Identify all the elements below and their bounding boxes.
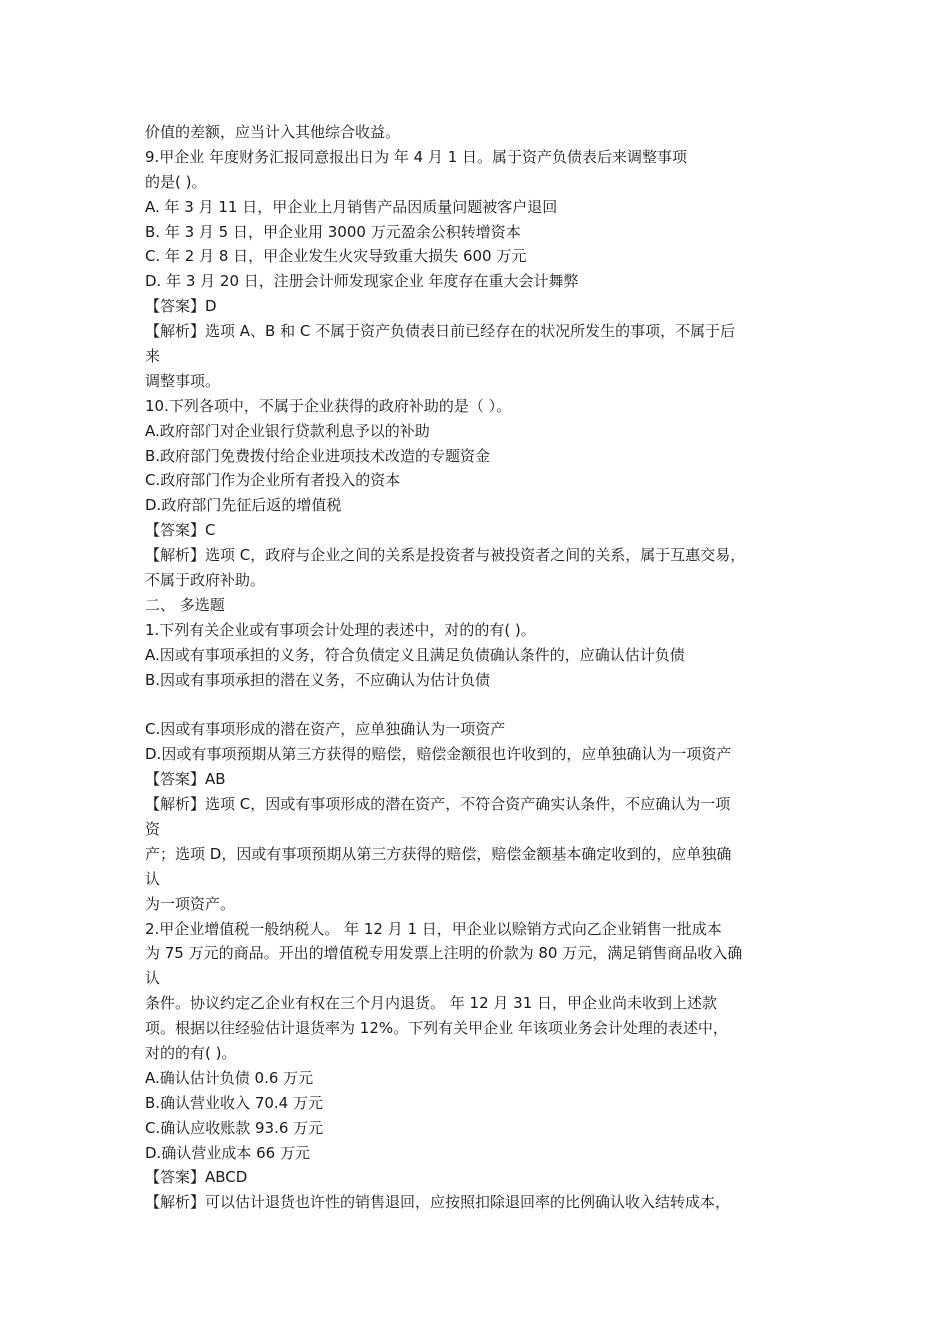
multi-question-2-stem-cont: 为 75 万元的商品。开出的增值税专用发票上注明的价款为 80 万元，满足销售商品收入确 — [145, 944, 743, 963]
section-heading: 二、 多选题 — [145, 595, 225, 614]
text-line: 价值的差额，应当计入其他综合收益。 — [145, 123, 401, 141]
multi-question-1-option-d: D.因或有事项预期从第三方获得的赔偿，赔偿金额很也许收到的，应单独确认为一项资产 — [145, 745, 732, 764]
question-9-option-a: A. 年 3 月 11 日，甲企业上月销售产品因质量问题被客户退回 — [145, 197, 558, 216]
multi-question-2-analysis: 【解析】可以估计退货也许性的销售退回，应按照扣除退回率的比例确认收入结转成本， — [145, 1193, 731, 1212]
multi-question-2-stem-cont: 项。根据以往经验估计退货率为 12%。下列有关甲企业 年该项业务会计处理的表述中， — [145, 1019, 728, 1038]
multi-question-2-stem: 2.甲企业增值税一般纳税人。 年 12 月 1 日，甲企业以赊销方式向乙企业销售一批成本 — [145, 919, 722, 938]
question-10-option-a: A.政府部门对企业银行贷款利息予以的补助 — [145, 421, 430, 440]
question-10-option-b: B.政府部门免费拨付给企业进项技术改造的专题资金 — [145, 446, 491, 465]
question-10-analysis-cont: 不属于政府补助。 — [145, 571, 266, 590]
multi-question-2-option-a: A.确认估计负债 0.6 万元 — [145, 1068, 314, 1087]
multi-question-1-stem: 1.下列有关企业或有事项会计处理的表述中，对的的有( )。 — [145, 620, 536, 639]
question-10-option-d: D.政府部门先征后返的增值税 — [145, 496, 342, 515]
multi-question-2-stem-cont: 条件。协议约定乙企业有权在三个月内退货。 年 12 月 31 日，甲企业尚未收到上述款 — [145, 994, 718, 1013]
question-9-stem: 9.甲企业 年度财务汇报同意报出日为 年 4 月 1 日。属于资产负债表后来调整事项 — [145, 147, 688, 166]
multi-question-2-option-c: C.确认应收账款 93.6 万元 — [145, 1118, 324, 1137]
question-10-answer: 【答案】C — [145, 521, 216, 540]
multi-question-2-option-b: B.确认营业收入 70.4 万元 — [145, 1093, 323, 1112]
question-10-analysis: 【解析】选项 C，政府与企业之间的关系是投资者与被投资者之间的关系，属于互惠交易， — [145, 546, 746, 565]
multi-question-1-analysis-cont: 为一项资产。 — [145, 894, 236, 913]
multi-question-2-stem-cont: 认 — [145, 969, 161, 988]
question-9-analysis-cont: 调整事项。 — [145, 371, 221, 390]
question-10-option-c: C.政府部门作为企业所有者投入的资本 — [145, 471, 401, 490]
question-9-answer: 【答案】D — [145, 297, 217, 316]
multi-question-1-analysis-cont: 产；选项 D，因或有事项预期从第三方获得的赔偿，赔偿金额基本确定收到的，应单独确 — [145, 844, 732, 863]
multi-question-1-analysis-cont: 资 — [145, 819, 161, 838]
multi-question-1-analysis-cont: 认 — [145, 869, 161, 888]
multi-question-1-option-a: A.因或有事项承担的义务，符合负债定义且满足负债确认条件的，应确认估计负债 — [145, 645, 685, 664]
question-9-analysis-cont: 来 — [145, 347, 161, 366]
multi-question-1-option-b: B.因或有事项承担的潜在义务，不应确认为估计负债 — [145, 670, 491, 689]
question-9-option-c: C. 年 2 月 8 日，甲企业发生火灾导致重大损失 600 万元 — [145, 247, 527, 266]
question-9-analysis: 【解析】选项 A、B 和 C 不属于资产负债表日前已经存在的状况所发生的事项，不属于后 — [145, 322, 736, 341]
multi-question-1-option-c: C.因或有事项形成的潜在资产，应单独确认为一项资产 — [145, 720, 506, 739]
multi-question-2-stem-cont: 对的的有( )。 — [145, 1043, 237, 1062]
multi-question-1-answer: 【答案】AB — [145, 770, 226, 789]
question-9-option-d: D. 年 3 月 20 日，注册会计师发现家企业 年度存在重大会计舞弊 — [145, 272, 579, 291]
multi-question-1-analysis: 【解析】选项 C，因或有事项形成的潜在资产，不符合资产确实认条件，不应确认为一项 — [145, 795, 731, 814]
blank-line — [145, 692, 825, 717]
question-10-stem: 10.下列各项中，不属于企业获得的政府补助的是（ ）。 — [145, 396, 512, 415]
question-9-stem-cont: 的是( )。 — [145, 172, 207, 191]
question-9-option-b: B. 年 3 月 5 日，甲企业用 3000 万元盈余公积转增资本 — [145, 222, 521, 241]
multi-question-2-option-d: D.确认营业成本 66 万元 — [145, 1143, 310, 1162]
document-body — [145, 120, 825, 1215]
multi-question-2-answer: 【答案】ABCD — [145, 1168, 248, 1187]
